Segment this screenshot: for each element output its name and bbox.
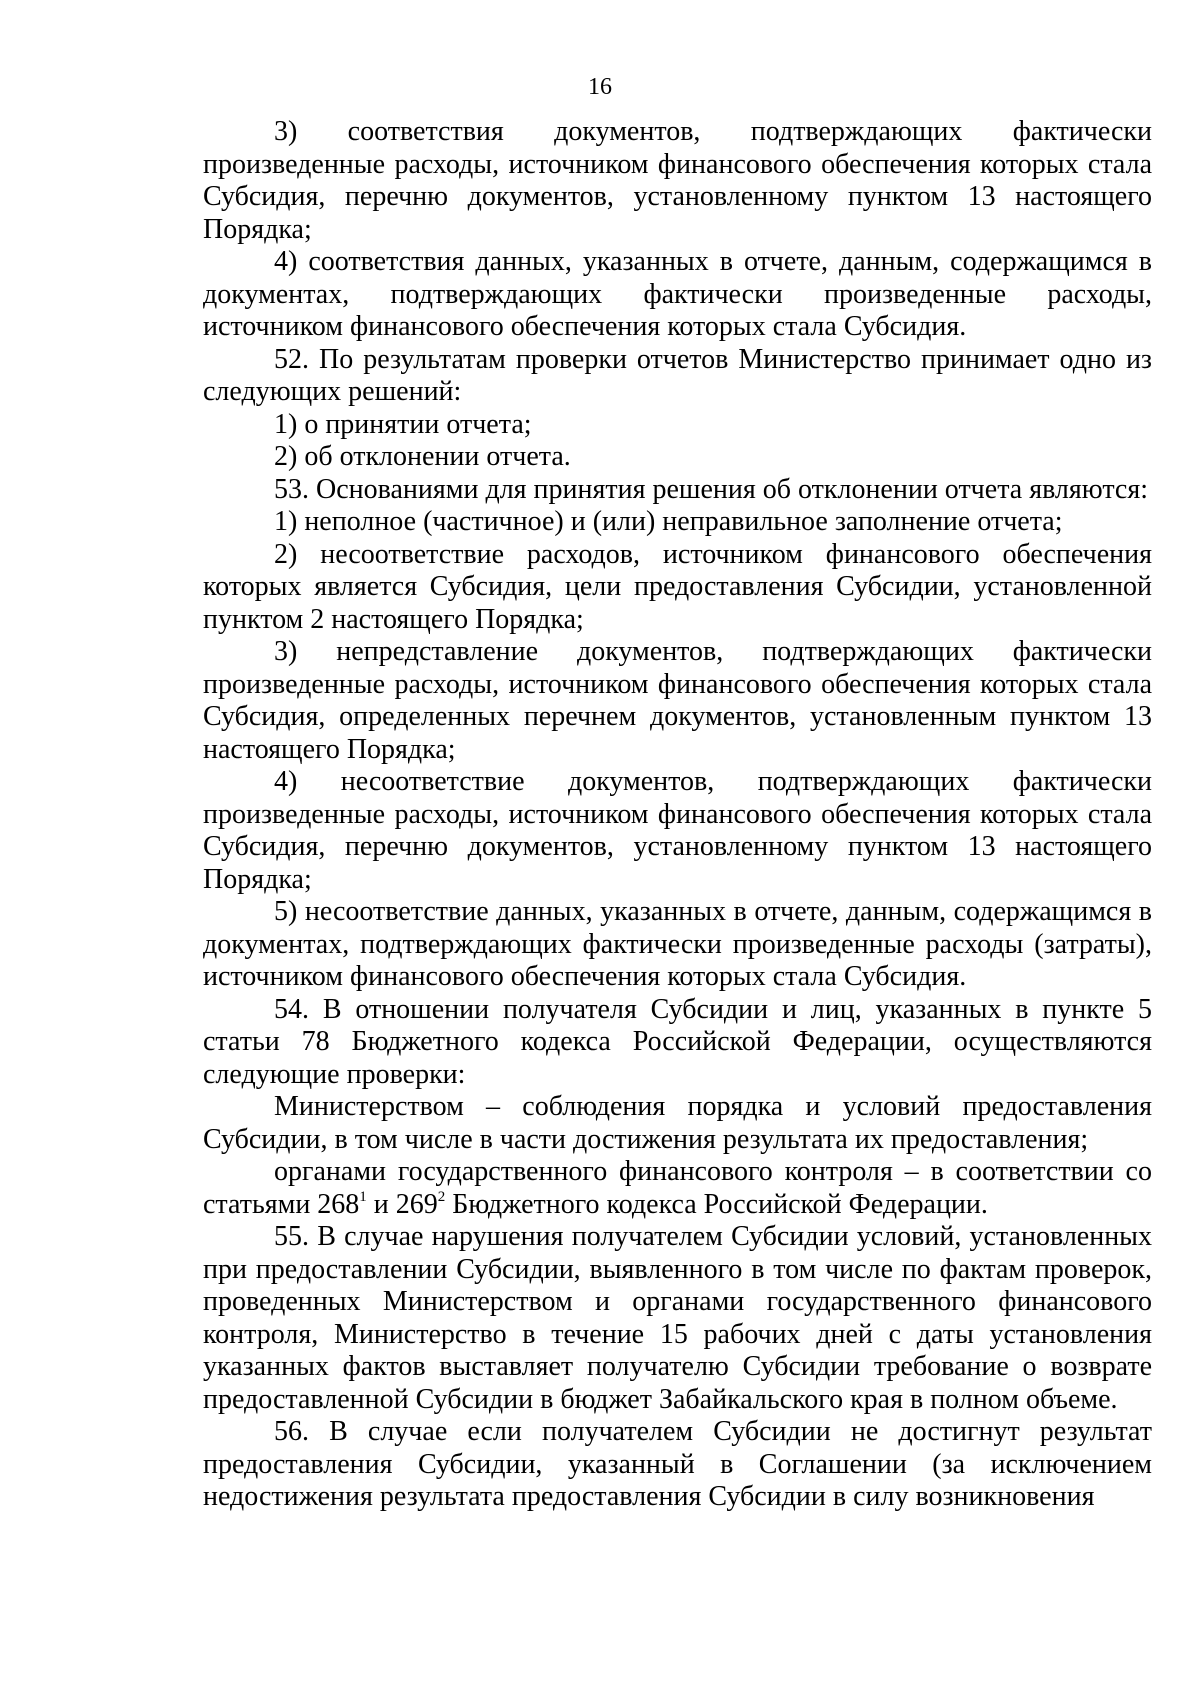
paragraph-55: 55. В случае нарушения получателем Субсидии условий, установленных при предоставлении Субсидии, выявленного в том числе по фактам проверок, проведенных Министерством и органами государственного финансового контроля, Министерство в течение 15 рабочих дней с даты установления указанных фактов выставляет получателю Субсидии требование о возврате предоставленной Субсидии в бюджет Забайкальского края в полном объеме. (203, 1221, 1152, 1415)
paragraph-56: 56. В случае если получателем Субсидии не достигнут результат предоставления Субсидии, указанный в Соглашении (за исключением недостижения результата предоставления Субсидии в силу возникновения (203, 1416, 1152, 1512)
document-body (203, 116, 1152, 1514)
paragraph-clause-4-compliance: 4) соответствия данных, указанных в отчете, данным, содержащимся в документах, подтверждающих фактически произведенные расходы, источником финансового обеспечения которых стала Субсидия. (203, 246, 1152, 342)
articles-text-before: органами государственного финансового контроля – в соответствии со статьями 268 (203, 1156, 1152, 1220)
paragraph-52-option-1: 1) о принятии отчета; (274, 408, 532, 440)
paragraph-53: 53. Основаниями для принятия решения об отклонении отчета являются: (274, 473, 1148, 505)
paragraph-53-ground-5: 5) несоответствие данных, указанных в отчете, данным, содержащимся в документах, подтверждающих фактически произведенные расходы (затраты), источником финансового обеспечения которых стала Субсидия. (203, 896, 1152, 992)
paragraph-53-ground-2: 2) несоответствие расходов, источником финансового обеспечения которых является Субсидия, цели предоставления Субсидии, установленной пунктом 2 настоящего Порядка; (203, 538, 1152, 635)
paragraph-clause-3-compliance: 3) соответствия документов, подтверждающих фактически произведенные расходы, источником финансового обеспечения которых стала Субсидия, перечню документов, установленному пунктом 13 настоящего Порядка; (203, 116, 1152, 245)
articles-text-middle: и 269 (366, 1188, 438, 1220)
paragraph-52-option-2: 2) об отклонении отчета. (274, 441, 571, 472)
articles-text-after: Бюджетного кодекса Российской Федерации. (445, 1188, 988, 1220)
paragraph-54-state-control-check (203, 1156, 1152, 1221)
paragraph-53-ground-1: 1) неполное (частичное) и (или) неправильное заполнение отчета; (274, 506, 1063, 537)
paragraph-54: 54. В отношении получателя Субсидии и лиц, указанных в пункте 5 статьи 78 Бюджетного кодекса Российской Федерации, осуществляются следующие проверки: (203, 993, 1152, 1090)
article-superscript-1: 1 (359, 1188, 367, 1205)
paragraph-53-ground-4: 4) несоответствие документов, подтверждающих фактически произведенные расходы, источником финансового обеспечения которых стала Субсидия, перечню документов, установленному пунктом 13 настоящего Порядка; (203, 766, 1152, 895)
paragraph-52: 52. По результатам проверки отчетов Министерство принимает одно из следующих решений: (203, 343, 1152, 407)
page-number: 16 (588, 74, 612, 100)
article-superscript-2: 2 (437, 1188, 446, 1205)
paragraph-53-ground-3: 3) непредставление документов, подтверждающих фактически произведенные расходы, источником финансового обеспечения которых стала Субсидия, определенных перечнем документов, установленным пунктом 13 настоящего Порядка; (203, 636, 1152, 765)
paragraph-54-ministry-check: Министерством – соблюдения порядка и условий предоставления Субсидии, в том числе в части достижения результата их предоставления; (203, 1091, 1152, 1155)
